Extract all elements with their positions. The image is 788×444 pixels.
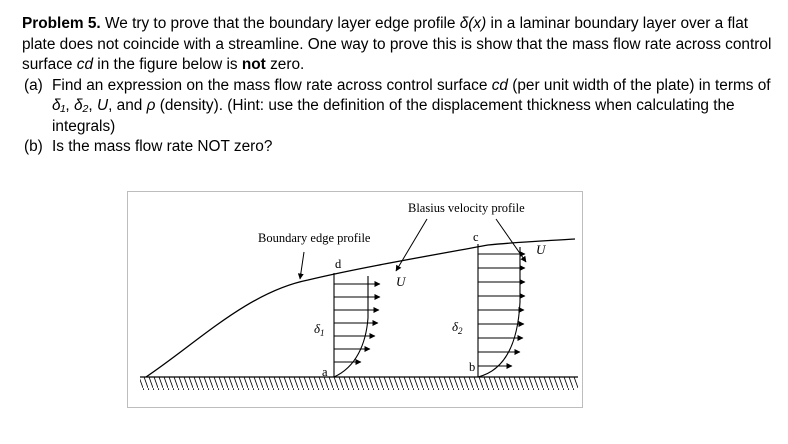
problem-text — [22, 14, 774, 158]
point-b-label: b — [469, 360, 476, 374]
part-a-text-4: (density). (Hint: use the definition of the displacement thickness when calculating the integrals) — [52, 97, 735, 135]
flat-plate — [140, 377, 578, 390]
part-a-comma-1: , — [65, 97, 74, 114]
part-a-rho-symbol: ρ — [146, 97, 156, 114]
blasius-label-arrow-left — [396, 219, 427, 271]
delta-x-symbol: δ(x) — [459, 15, 487, 32]
problem-intro — [22, 14, 774, 76]
blasius-label-arrow-right — [496, 219, 526, 262]
intro-text-1: We try to prove that the boundary layer edge profile — [100, 15, 460, 32]
part-a-delta1: δ₁ — [52, 97, 66, 114]
right-velocity-profile — [478, 244, 525, 377]
part-a-u-symbol: U — [96, 97, 109, 114]
delta2-subscript: 2 — [458, 326, 463, 336]
problem-heading: Problem 5. — [22, 15, 101, 32]
intro-text-4: zero. — [265, 56, 305, 73]
figure-svg — [128, 192, 584, 409]
part-a-text-2: (per unit width of the plate) in terms of — [507, 76, 771, 94]
u-mid-label: U — [396, 274, 406, 289]
boundary-label-arrow — [300, 252, 304, 279]
part-a-text-3: , and — [108, 97, 147, 114]
part-a-label: (a) — [24, 76, 43, 94]
boundary-edge-label: Boundary edge profile — [258, 231, 371, 245]
part-b-text: Is the mass flow rate NOT zero? — [52, 138, 273, 155]
delta2-label — [452, 319, 463, 336]
left-velocity-profile — [334, 273, 380, 377]
delta1-symbol: δ — [314, 321, 321, 336]
intro-text-3: in the figure below is — [93, 56, 242, 73]
point-d-label: d — [335, 257, 342, 271]
boundary-edge-curve — [146, 239, 575, 377]
u-right-label: U — [536, 242, 546, 257]
blasius-label: Blasius velocity profile — [408, 201, 525, 215]
part-a-delta2: δ₂ — [73, 97, 89, 114]
point-a-label: a — [322, 365, 328, 379]
part-b — [22, 137, 774, 158]
part-a-comma-2: , — [88, 97, 97, 114]
delta1-subscript: 1 — [320, 328, 325, 338]
delta1-label — [314, 321, 325, 338]
part-a-text-1: Find an expression on the mass flow rate across control surface — [52, 76, 492, 94]
point-c-label: c — [473, 230, 479, 244]
part-a — [22, 76, 774, 138]
boundary-layer-figure — [127, 191, 583, 408]
part-a-cd-symbol: cd — [491, 76, 508, 94]
part-b-label: (b) — [24, 138, 43, 155]
delta2-symbol: δ — [452, 319, 459, 334]
not-emphasis: not — [241, 56, 266, 73]
cd-symbol: cd — [76, 56, 94, 73]
intro-text-2: in a laminar boundary layer over a flat plate does not coincide with a streamline. One way to prove this is show that the mass flow rate across control surface — [22, 15, 772, 73]
